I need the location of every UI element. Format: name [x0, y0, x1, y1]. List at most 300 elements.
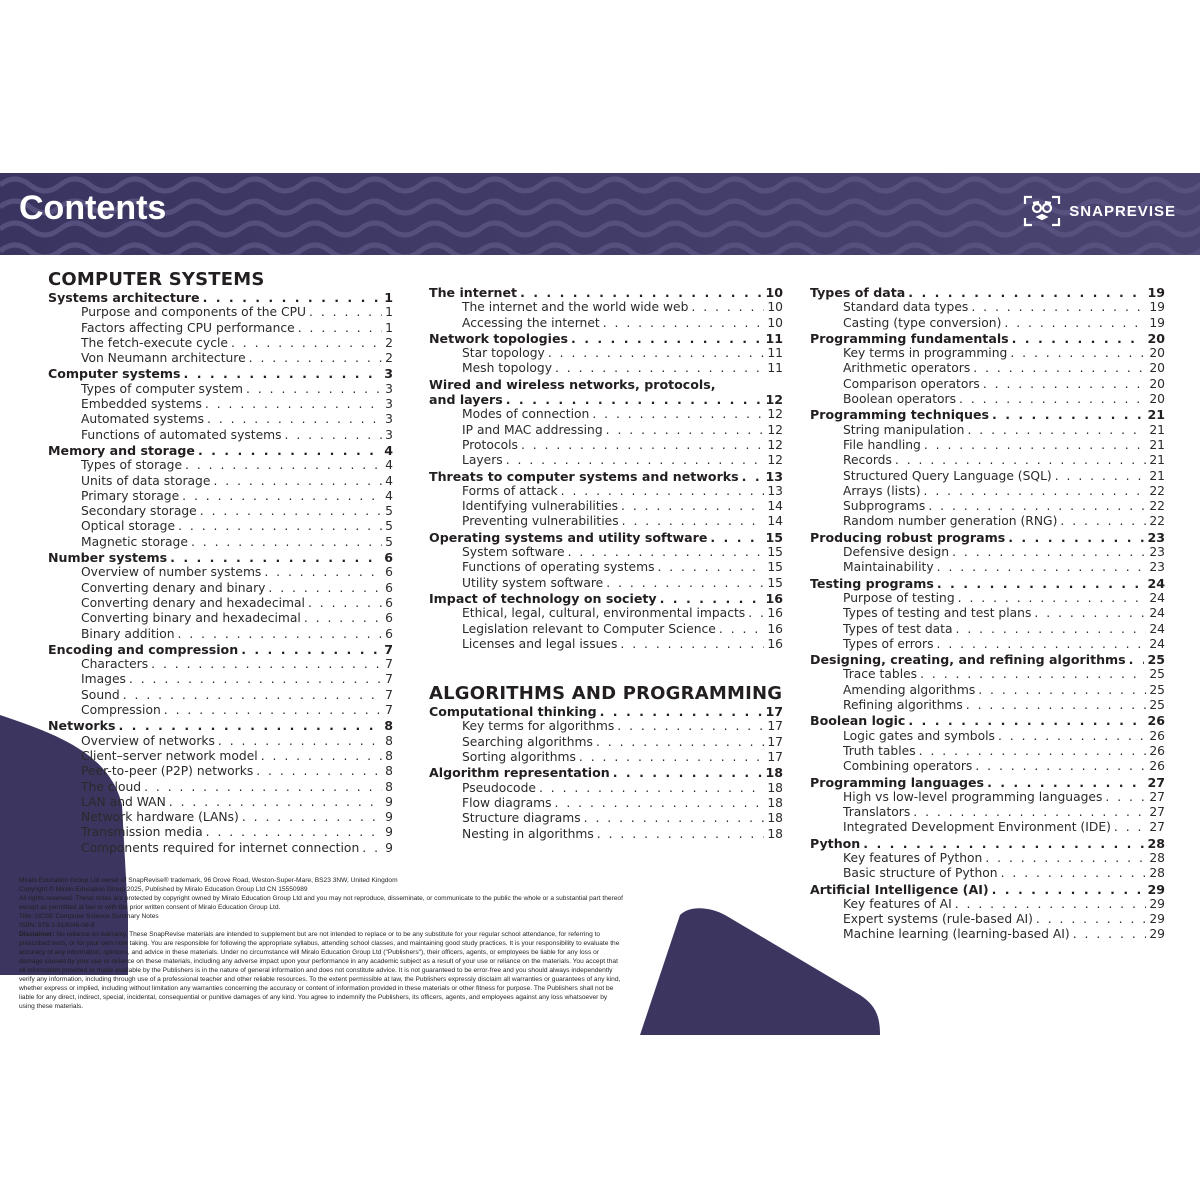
leader-dots	[959, 392, 1146, 407]
toc-entry-title: Random number generation (RNG)	[843, 514, 1058, 529]
page-number: 18	[767, 826, 783, 841]
page-number: 14	[767, 514, 783, 529]
leader-dots	[231, 336, 382, 351]
disclaimer-label: Disclaimer:	[19, 931, 55, 938]
toc-entry-title: Trace tables	[843, 667, 918, 682]
leader-dots	[992, 407, 1144, 422]
leader-dots	[919, 744, 1147, 759]
toc-entry	[429, 423, 783, 438]
page-number: 1	[385, 305, 393, 320]
toc-entry	[48, 581, 393, 596]
page-number: 8	[384, 718, 393, 734]
toc-entry	[48, 795, 393, 810]
group-heading-line: Wired and wireless networks, protocols,	[429, 376, 716, 392]
toc-entry	[429, 499, 783, 514]
page-number: 13	[767, 483, 783, 498]
toc-entry-title: Ethical, legal, cultural, environmental impacts	[462, 606, 746, 621]
toc-entry	[810, 897, 1165, 912]
page-number: 1	[385, 320, 393, 335]
leader-dots	[983, 377, 1147, 392]
page-number: 29	[1149, 927, 1165, 942]
group-heading-title: Operating systems and utility software	[429, 529, 708, 545]
toc-entry-title: Key terms for algorithms	[462, 719, 615, 734]
toc-entry-title: Functions of operating systems	[462, 560, 655, 575]
page-number: 24	[1147, 575, 1165, 591]
group-heading	[48, 642, 393, 657]
toc-entry	[810, 637, 1165, 652]
leader-dots	[691, 300, 764, 315]
toc-entry-title: Types of storage	[81, 458, 183, 473]
toc-entry-title: Magnetic storage	[81, 534, 188, 549]
page-number: 3	[385, 397, 393, 412]
leader-dots	[596, 735, 764, 750]
legal-line: All rights reserved. These notes are protected by copyright owned by Miralo Education Group Ltd and you may not reproduce, disseminate, or communicate to the public the whole or a substantial part thereof except as permitted at law or with the prior written consent of Miralo Education Group Ltd.	[19, 895, 623, 911]
leader-dots	[975, 759, 1146, 774]
page-number: 26	[1147, 713, 1165, 729]
toc-entry	[429, 316, 783, 331]
leader-dots	[200, 504, 382, 519]
toc-entry-title: Factors affecting CPU performance	[81, 320, 295, 335]
page-number: 16	[767, 636, 783, 651]
brand-name: SNAPREVISE	[1069, 202, 1176, 220]
page-number: 5	[385, 534, 393, 549]
page-number: 21	[1149, 422, 1165, 437]
page-number: 17	[767, 719, 783, 734]
group-heading-title: Programming techniques	[810, 407, 990, 423]
page-number: 18	[767, 811, 783, 826]
toc-entry	[810, 545, 1165, 560]
toc-entry	[429, 361, 783, 376]
group-heading	[810, 331, 1165, 346]
leader-dots	[1055, 469, 1147, 484]
toc-entry	[810, 622, 1165, 637]
leader-dots	[256, 764, 382, 779]
toc-entry-title: Key terms in programming	[843, 346, 1008, 361]
leader-dots	[506, 392, 763, 407]
toc-entry-title: Types of test data	[843, 621, 953, 636]
page-number: 16	[767, 621, 783, 636]
leader-dots	[555, 361, 764, 376]
leader-dots	[151, 657, 382, 672]
page-number: 11	[767, 346, 783, 361]
toc-entry-title: Utility system software	[462, 575, 604, 590]
disclaimer-text: No reliance on warranty. These SnapRevise materials are intended to supplement but are not intended to replace or to be any substitute for your regular school attendance, for referring to prescribed texts, or for your own note taking. You are responsible for following the appropriate syllabus, attending school classes, and maintaining good study practices. It is your responsibility to evaluate the accuracy of any information, opinions, and advice in these materials. Under no circumstance will Miralo Education Group Ltd ("Publishers"), their officers, agents, or employees be liable for any loss or damage caused by your use or reliance on these materials, including any adverse impact upon your performance in any academic subject as a result of your use or reliance on the materials. You accept that all information provided or made available by the Publishers is in the nature of general information and does not constitute advice. It is not guaranteed to be error-free and you should always independently verify any information, including through use of a professional teacher and other reliable resources. To the extent permissible at law, the Publishers expressly disclaim all warranties or guarantees of any kind, whether express or implied, including without limitation any warranties concerning the accuracy or content of information provided in these materials or other fitness for purpose. The Publishers shall not be liable for any direct, indirect, special, incidental, consequential or punitive damages of any kind. You agree to indemnify the Publishers, its officers, agents, and employees against any loss whatsoever by using these materials.	[19, 931, 621, 1010]
toc-entry-title: Sorting algorithms	[462, 750, 576, 765]
toc-entry	[429, 346, 783, 361]
page-number: 20	[1147, 330, 1165, 346]
page-title: Contents	[19, 189, 167, 227]
group-heading	[48, 443, 393, 458]
legal-notice	[19, 876, 624, 1011]
group-heading-title: Artificial Intelligence (AI)	[810, 881, 989, 897]
page-number: 11	[767, 361, 783, 376]
toc-entry	[429, 407, 783, 422]
toc-entry	[429, 811, 783, 826]
leader-dots	[579, 750, 764, 765]
page-number: 18	[765, 765, 783, 781]
page-number: 3	[385, 427, 393, 442]
leader-dots	[952, 545, 1146, 560]
page-number: 5	[385, 504, 393, 519]
group-heading	[48, 290, 393, 305]
toc-entry	[48, 336, 393, 351]
group-heading-title: Boolean logic	[810, 713, 906, 729]
leader-dots	[246, 382, 382, 397]
toc-entry	[48, 535, 393, 550]
toc-entry-title: Key features of AI	[843, 896, 952, 911]
group-heading	[429, 392, 783, 407]
page-number: 23	[1147, 529, 1165, 545]
toc-entry	[810, 729, 1165, 744]
toc-entry-title: Secondary storage	[81, 504, 197, 519]
page-number: 3	[385, 381, 393, 396]
leader-dots	[1129, 652, 1145, 667]
leader-dots	[958, 591, 1147, 606]
page-number: 6	[384, 550, 393, 566]
page-number: 17	[767, 734, 783, 749]
toc-entry	[810, 851, 1165, 866]
toc-entry	[810, 606, 1165, 621]
leader-dots	[1114, 820, 1146, 835]
leader-dots	[620, 637, 764, 652]
leader-dots	[178, 627, 383, 642]
group-heading	[810, 836, 1165, 851]
toc-entry	[810, 484, 1165, 499]
page-number: 12	[767, 422, 783, 437]
leader-dots	[118, 718, 381, 733]
toc-entry	[810, 667, 1165, 682]
leader-dots	[206, 825, 383, 840]
toc-entry	[810, 820, 1165, 835]
toc-entry	[429, 719, 783, 734]
page-number: 9	[385, 825, 393, 840]
page-number: 7	[385, 672, 393, 687]
toc-entry-title: Overview of networks	[81, 733, 215, 748]
toc-entry-title: Optical storage	[81, 519, 176, 534]
page-number: 6	[385, 580, 393, 595]
page-number: 21	[1149, 437, 1165, 452]
group-heading	[48, 550, 393, 565]
toc-entry	[429, 606, 783, 621]
page-number: 22	[1149, 499, 1165, 514]
toc-entry-title: Images	[81, 672, 126, 687]
leader-dots	[298, 321, 382, 336]
toc-entry-title: Forms of attack	[462, 483, 558, 498]
leader-dots	[268, 581, 382, 596]
group-heading-title: Encoding and compression	[48, 641, 239, 657]
leader-dots	[285, 428, 383, 443]
toc-entry-title: Components required for internet connection	[81, 840, 360, 855]
toc-entry-title: Compression	[81, 703, 161, 718]
group-heading	[429, 591, 783, 606]
toc-entry-title: Amending algorithms	[843, 682, 976, 697]
page-number: 2	[385, 351, 393, 366]
leader-dots	[606, 576, 764, 591]
toc-entry	[48, 734, 393, 749]
toc-entry-title: Characters	[81, 657, 149, 672]
toc-entry-title: Converting denary and hexadecimal	[81, 595, 305, 610]
toc-entry-title: Automated systems	[81, 412, 205, 427]
toc-entry	[810, 698, 1165, 713]
toc-entry	[48, 412, 393, 427]
toc-entry-title: Maintainability	[843, 560, 934, 575]
toc-entry-title: Truth tables	[843, 743, 916, 758]
page-number: 26	[1149, 759, 1165, 774]
leader-dots	[178, 519, 382, 534]
page-number: 10	[765, 285, 783, 300]
leader-dots	[1004, 316, 1146, 331]
leader-dots	[985, 851, 1146, 866]
page-number: 25	[1147, 652, 1165, 668]
leader-dots	[144, 780, 382, 795]
page-number: 13	[765, 468, 783, 484]
group-heading-title: Python	[810, 835, 861, 851]
leader-dots	[937, 560, 1147, 575]
leader-dots	[548, 346, 765, 361]
leader-dots	[966, 698, 1147, 713]
toc-entry-title: Defensive design	[843, 545, 950, 560]
page-number: 3	[385, 412, 393, 427]
page-number: 4	[385, 488, 393, 503]
leader-dots	[1060, 514, 1146, 529]
page-number: 19	[1147, 285, 1165, 300]
contents-column-2	[429, 285, 783, 842]
page-number: 6	[385, 626, 393, 641]
toc-entry	[48, 657, 393, 672]
leader-dots	[924, 484, 1147, 499]
page-number: 12	[767, 407, 783, 422]
page-number: 23	[1149, 545, 1165, 560]
toc-entry-title: Layers	[462, 453, 503, 468]
group-heading-title: Testing programs	[810, 575, 934, 591]
toc-entry-title: Key features of Python	[843, 850, 983, 865]
group-heading-title: Computational thinking	[429, 704, 597, 720]
toc-entry-title: Structure diagrams	[462, 811, 581, 826]
page-number: 26	[1149, 728, 1165, 743]
page-number: 28	[1149, 866, 1165, 881]
page-number: 27	[1149, 820, 1165, 835]
toc-entry	[48, 749, 393, 764]
toc-entry-title: Translators	[843, 805, 911, 820]
page-number: 24	[1149, 621, 1165, 636]
page-number: 17	[767, 750, 783, 765]
page-number: 27	[1149, 789, 1165, 804]
page-number: 15	[767, 545, 783, 560]
group-heading	[429, 530, 783, 545]
toc-entry	[48, 428, 393, 443]
toc-entry-title: Purpose of testing	[843, 590, 955, 605]
page-number: 7	[385, 657, 393, 672]
contents-column-1	[48, 270, 393, 856]
page-number: 9	[385, 794, 393, 809]
page-number: 12	[767, 453, 783, 468]
toc-entry	[48, 382, 393, 397]
leader-dots	[205, 397, 382, 412]
leader-dots	[657, 560, 764, 575]
leader-dots	[218, 734, 382, 749]
toc-entry	[429, 545, 783, 560]
toc-entry	[810, 392, 1165, 407]
toc-entry-title: Star topology	[462, 346, 545, 361]
group-heading-title: Algorithm representation	[429, 765, 610, 781]
group-heading	[429, 765, 783, 780]
leader-dots	[606, 423, 765, 438]
toc-entry-title: Flow diagrams	[462, 795, 552, 810]
leader-dots	[308, 596, 382, 611]
group-heading	[810, 530, 1165, 545]
toc-entry	[429, 735, 783, 750]
page-number: 12	[767, 437, 783, 452]
toc-entry-title: Units of data storage	[81, 473, 211, 488]
page-number: 15	[765, 529, 783, 545]
toc-entry-title: Modes of connection	[462, 407, 590, 422]
toc-entry	[48, 810, 393, 825]
leader-dots	[191, 535, 382, 550]
group-heading	[810, 775, 1165, 790]
group-heading	[48, 366, 393, 381]
toc-entry	[48, 397, 393, 412]
leader-dots	[1034, 606, 1146, 621]
leader-dots	[304, 611, 382, 626]
leader-dots	[913, 805, 1146, 820]
legal-line: Title: GCSE Computer Science Summary Notes	[19, 913, 159, 920]
leader-dots	[592, 407, 764, 422]
page-number: 26	[1149, 743, 1165, 758]
toc-entry-title: Peer-to-peer (P2P) networks	[81, 764, 254, 779]
toc-entry	[810, 300, 1165, 315]
leader-dots	[1008, 530, 1144, 545]
toc-entry	[48, 458, 393, 473]
toc-entry	[810, 361, 1165, 376]
toc-entry-title: IP and MAC addressing	[462, 422, 603, 437]
leader-dots	[261, 749, 382, 764]
toc-entry	[48, 703, 393, 718]
toc-entry-title: Identifying vulnerabilities	[462, 499, 619, 514]
toc-entry	[429, 750, 783, 765]
wave-pattern	[0, 173, 1200, 255]
leader-dots	[185, 458, 382, 473]
toc-entry-title: Preventing vulnerabilities	[462, 514, 619, 529]
leader-dots	[555, 796, 765, 811]
toc-entry-title: Functions of automated systems	[81, 427, 282, 442]
page-number: 19	[1149, 300, 1165, 315]
toc-entry-title: Basic structure of Python	[843, 866, 998, 881]
disclaimer	[19, 930, 624, 1011]
leader-dots	[309, 305, 382, 320]
toc-entry-title: Casting (type conversion)	[843, 315, 1002, 330]
toc-entry-title: Client–server network model	[81, 748, 258, 763]
toc-entry-title: Logic gates and symbols	[843, 728, 995, 743]
toc-entry-title: Overview of number systems	[81, 565, 262, 580]
toc-entry-title: The internet and the world wide web	[462, 300, 689, 315]
leader-dots	[1001, 866, 1147, 881]
group-heading-title: Memory and storage	[48, 442, 195, 458]
toc-entry	[810, 453, 1165, 468]
toc-entry	[810, 927, 1165, 942]
toc-entry-title: Types of computer system	[81, 381, 243, 396]
page-number: 22	[1149, 483, 1165, 498]
page-number: 20	[1149, 361, 1165, 376]
toc-entry	[810, 759, 1165, 774]
group-heading	[429, 469, 783, 484]
page-number: 25	[1149, 698, 1165, 713]
toc-entry	[429, 576, 783, 591]
toc-entry-title: Legislation relevant to Computer Science	[462, 621, 716, 636]
leader-dots	[719, 622, 764, 637]
toc-entry	[429, 622, 783, 637]
toc-entry	[429, 484, 783, 499]
toc-entry	[810, 560, 1165, 575]
group-heading	[810, 407, 1165, 422]
leader-dots	[908, 713, 1144, 728]
toc-entry	[48, 565, 393, 580]
group-heading-title: Network topologies	[429, 330, 569, 346]
toc-entry	[429, 796, 783, 811]
leader-dots	[617, 719, 764, 734]
toc-entry-title: Types of errors	[843, 636, 934, 651]
toc-entry-title: Binary addition	[81, 626, 175, 641]
toc-entry-title: Pseudocode	[462, 780, 536, 795]
page-number: 17	[765, 704, 783, 720]
toc-entry-title: Expert systems (rule-based AI)	[843, 912, 1033, 927]
leader-dots	[613, 765, 763, 780]
toc-entry-title: Purpose and components of the CPU	[81, 305, 307, 320]
page-number: 29	[1149, 912, 1165, 927]
toc-entry-title: Combining operators	[843, 759, 973, 774]
leader-dots	[978, 683, 1146, 698]
toc-entry	[48, 519, 393, 534]
group-heading-title: Number systems	[48, 550, 168, 566]
page-number: 7	[384, 641, 393, 657]
group-heading	[810, 652, 1165, 667]
toc-entry-title: Mesh topology	[462, 361, 552, 376]
page-number: 7	[385, 687, 393, 702]
leader-dots	[956, 622, 1147, 637]
toc-entry	[48, 489, 393, 504]
leader-dots	[129, 672, 382, 687]
toc-entry-title: High vs low-level programming languages	[843, 789, 1103, 804]
page-number: 16	[765, 590, 783, 606]
group-heading-title: Programming languages	[810, 774, 985, 790]
leader-dots	[937, 576, 1145, 591]
toc-entry	[810, 805, 1165, 820]
toc-entry-title: Standard data types	[843, 300, 969, 315]
leader-dots	[170, 550, 381, 565]
page-number: 25	[1149, 667, 1165, 682]
toc-entry	[810, 866, 1165, 881]
toc-entry	[810, 790, 1165, 805]
toc-entry	[810, 316, 1165, 331]
leader-dots	[164, 703, 382, 718]
leader-dots	[1012, 331, 1145, 346]
page-number: 10	[767, 315, 783, 330]
toc-entry-title: Protocols	[462, 437, 518, 452]
toc-entry	[810, 912, 1165, 927]
leader-dots	[622, 514, 765, 529]
group-heading	[429, 704, 783, 719]
toc-entry	[48, 688, 393, 703]
group-heading-title: Computer systems	[48, 366, 181, 382]
toc-entry	[429, 781, 783, 796]
page-number: 8	[385, 764, 393, 779]
group-heading-title: Designing, creating, and refining algorithms	[810, 652, 1126, 668]
toc-entry	[48, 596, 393, 611]
page-number: 18	[767, 780, 783, 795]
header-banner	[0, 173, 1200, 255]
page-number: 5	[385, 519, 393, 534]
brand-logo	[1023, 195, 1176, 227]
page-number: 11	[765, 330, 783, 346]
